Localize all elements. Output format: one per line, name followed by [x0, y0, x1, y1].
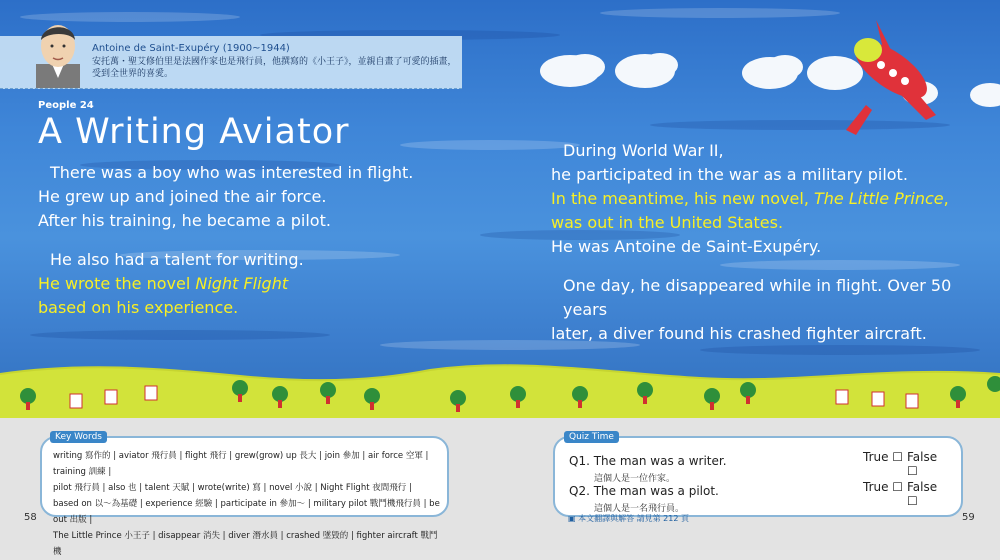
- page-number-left: 58: [24, 512, 37, 523]
- section-label: People 24: [38, 100, 94, 111]
- quiz-panel: [553, 436, 963, 517]
- text-line: He grew up and joined the air force.: [38, 187, 327, 206]
- bio-name: Antoine de Saint-Exupéry (1900~1944): [92, 43, 290, 54]
- quiz-question: Q1. The man was a writer.: [569, 454, 727, 468]
- keywords-tag: Key Words: [50, 431, 107, 443]
- highlight-text: He wrote the novel: [38, 274, 196, 293]
- text-line: later, a diver found his crashed fighter aircraft.: [551, 324, 927, 343]
- keyword-line: The Little Prince 小王子 | disappear 消失 | diver 潛水員 | crashed 墜毀的 | fighter aircraft 戰鬥機: [53, 531, 438, 557]
- text-line: There was a boy who was interested in flight.: [50, 163, 414, 182]
- quiz-tag: Quiz Time: [564, 431, 619, 443]
- quiz-item: [569, 480, 949, 514]
- highlighted-line: [38, 272, 304, 296]
- keywords-panel: [40, 436, 449, 557]
- true-checkbox[interactable]: True ☐: [863, 480, 904, 494]
- keyword-line: writing 寫作的 | aviator 飛行員 | flight 飛行 | grew(grow) up 長大 | join 參加 | air force 空軍 | training 訓練 |: [53, 451, 429, 477]
- left-paragraph-1: [38, 161, 413, 233]
- left-paragraph-2: [38, 248, 304, 320]
- false-checkbox[interactable]: False ☐: [907, 480, 938, 508]
- quiz-translation: 這個人是一位作家。: [594, 474, 676, 484]
- keywords-list: [53, 448, 445, 560]
- page-number-right: 59: [962, 512, 975, 523]
- keyword-line: pilot 飛行員 | also 也 | talent 天賦 | wrote(write) 寫 | novel 小說 | Night Flight 夜間飛行 |: [53, 483, 412, 493]
- text-line: He also had a talent for writing.: [50, 250, 304, 269]
- highlighted-line: based on his experience.: [38, 298, 239, 317]
- highlighted-line: [551, 187, 949, 211]
- quiz-question: Q2. The man was a pilot.: [569, 484, 719, 498]
- bio-text: 安托萬・聖艾修伯里是法國作家也是飛行員，他撰寫的《小王子》，並親自畫了可愛的插畫，受到全世界的喜愛。: [92, 57, 457, 79]
- highlight-text: ,: [943, 189, 949, 208]
- text-line: After his training, he became a pilot.: [38, 211, 331, 230]
- ground-strip: [0, 360, 1000, 420]
- highlighted-line: was out in the United States.: [551, 213, 784, 232]
- text-line: he participated in the war as a military pilot.: [551, 165, 908, 184]
- airplane-illustration: [836, 10, 946, 140]
- text-line: During World War II,: [563, 141, 724, 160]
- right-paragraph-1: [551, 139, 949, 259]
- book-title: Night Flight: [195, 274, 289, 293]
- right-paragraph-2: [551, 274, 1000, 346]
- quiz-translation: 這個人是一名飛行員。: [594, 504, 685, 514]
- true-checkbox[interactable]: True ☐: [863, 450, 904, 464]
- text-line: He was Antoine de Saint-Exupéry.: [551, 237, 822, 256]
- quiz-item: [569, 450, 949, 484]
- page-title: A Writing Aviator: [38, 112, 350, 152]
- keyword-line: based on 以～為基礎 | experience 經驗 | participate in 參加～ | military pilot 戰鬥機飛行員 | be out 出版 |: [53, 499, 440, 525]
- text-line: One day, he disappeared while in flight. Over 50 years: [563, 276, 952, 319]
- book-title: The Little Prince: [814, 189, 944, 208]
- false-checkbox[interactable]: False ☐: [907, 450, 938, 478]
- portrait-illustration: [28, 18, 88, 88]
- highlight-text: In the meantime, his new novel,: [551, 189, 815, 208]
- answer-note: ▣ 本文翻譯與解答 請見第 212 頁: [568, 514, 689, 523]
